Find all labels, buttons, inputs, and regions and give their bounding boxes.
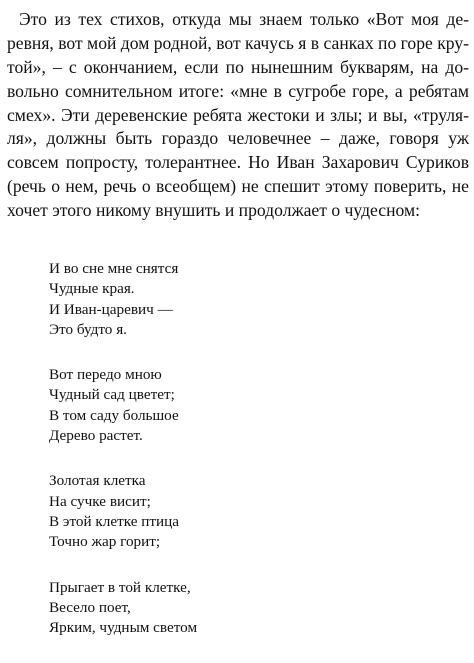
paragraph-line: (речь о нем, речь о всеобщем) не спешит этому поверить, не xyxy=(7,176,469,197)
poem-verse: Точно жар горит; xyxy=(49,533,161,551)
paragraph-line: совсем попросту, толерантнее. Но Иван Захарович Суриков xyxy=(7,152,469,173)
poem-verse: И во сне мне снятся xyxy=(49,260,179,277)
paragraph-line: ревня, вот мой дом родной, вот качусь я в санках по горе кру- xyxy=(7,32,469,53)
paragraph-line: смех». Эти деревенские ребята жестоки и злы; и вы, «труля- xyxy=(7,104,469,125)
poem-verse: Вот передо мною xyxy=(49,366,162,384)
paragraph-line: вольно сомнительном итоге: «мне в сугробе горе, а ребятам xyxy=(7,80,469,101)
poem-verse: В том саду большое xyxy=(49,406,179,424)
poem-stanza xyxy=(49,471,197,552)
poem-verse: Ярким, чудным светом xyxy=(49,619,198,637)
poem-verse: Это будто я. xyxy=(49,320,127,338)
poem-stanza xyxy=(49,578,197,639)
poem-verse: На сучке висит; xyxy=(49,492,151,510)
poem-verse: Дерево растет. xyxy=(49,427,143,445)
prose-paragraph xyxy=(7,8,469,223)
poem xyxy=(49,259,197,663)
poem-stanza xyxy=(49,259,197,340)
poem-verse: В этой клетке птица xyxy=(49,512,180,530)
poem-verse: Чудный сад цветет; xyxy=(49,386,175,404)
poem-verse: Чудные края. xyxy=(49,280,135,298)
paragraph-line: ля», должны быть гораздо человечнее – даже, говоря уж xyxy=(7,128,469,149)
paragraph-line: Это из тех стихов, откуда мы знаем только «Вот моя де- xyxy=(19,9,469,29)
poem-verse: Золотая клетка xyxy=(49,472,146,490)
poem-verse: Весело поет, xyxy=(49,598,131,616)
poem-verse: Прыгает в той клетке, xyxy=(49,578,191,596)
poem-stanza xyxy=(49,365,197,446)
paragraph-line: той», – с окончанием, если по нынешним букварям, на до- xyxy=(7,56,469,77)
poem-verse: И Иван-царевич — xyxy=(49,300,173,318)
paragraph-line: хочет этого никому внушить и продолжает о чудесном: xyxy=(7,200,420,221)
